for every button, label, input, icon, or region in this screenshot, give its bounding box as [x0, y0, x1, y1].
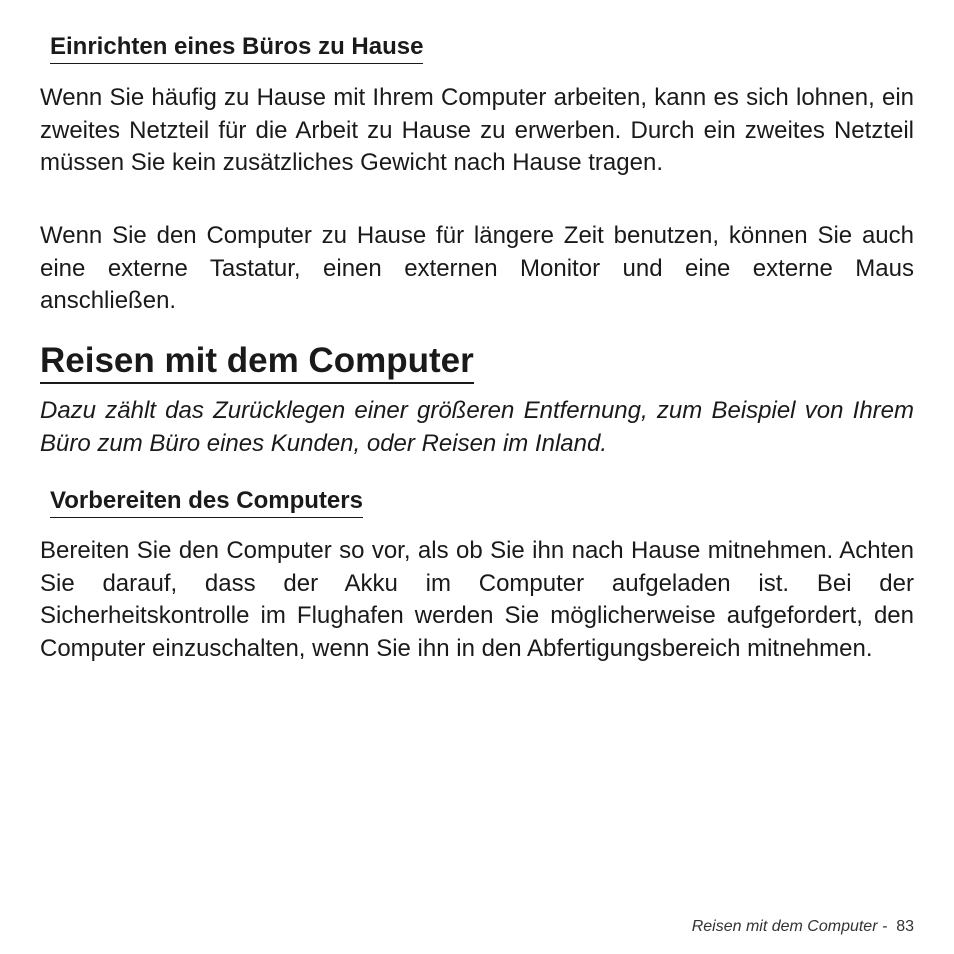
section-heading-prepare-computer: Vorbereiten des Computers	[50, 487, 363, 518]
footer-label: Reisen mit dem Computer -	[691, 918, 888, 935]
paragraph-second-adapter: Wenn Sie häufig zu Hause mit Ihrem Computer arbeiten, kann es sich lohnen, ein zweites Netzteil für die Arbeit zu Hause zu erwerben. Durch ein zweites Netzteil müssen Sie kein zusätzliches Gewicht nach Hause tragen.	[40, 84, 914, 176]
paragraph-external-devices: Wenn Sie den Computer zu Hause für längere Zeit benutzen, können Sie auch eine externe Tastatur, einen externen Monitor und eine externe Maus anschließen.	[40, 222, 914, 314]
page-number: 83	[896, 918, 914, 935]
page-footer	[692, 918, 914, 936]
chapter-intro: Dazu zählt das Zurücklegen einer größeren Entfernung, zum Beispiel von Ihrem Büro zum Büro eines Kunden, oder Reisen im Inland.	[40, 397, 914, 457]
chapter-title: Reisen mit dem Computer	[40, 340, 474, 384]
paragraph-prepare-computer: Bereiten Sie den Computer so vor, als ob Sie ihn nach Hause mitnehmen. Achten Sie darauf, dass der Akku im Computer aufgeladen ist. Bei der Sicherheitskontrolle im Flughafen werden Sie möglicherweise aufgefordert, den Computer einzuschalten, wenn Sie ihn in den Abfertigungsbereich mitnehmen.	[40, 537, 914, 662]
section-heading-home-office: Einrichten eines Büros zu Hause	[50, 33, 423, 64]
